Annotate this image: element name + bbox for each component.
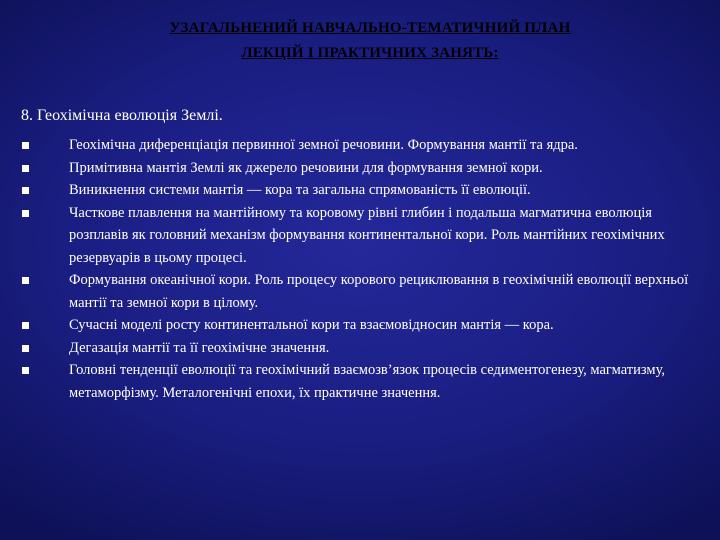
square-bullet-icon (22, 187, 29, 194)
square-bullet-icon (22, 367, 29, 374)
list-item-text: Примітивна мантія Землі як джерело речовини для формування земної кори. (69, 159, 543, 176)
slide-title-line-2: ЛЕКЦІЙ І ПРАКТИЧНИХ ЗАНЯТЬ: (241, 45, 499, 61)
list-item (21, 202, 711, 270)
section-heading: 8. Геохімічна еволюція Землі. (21, 107, 223, 124)
list-item (21, 134, 711, 157)
slide-title-line-1: УЗАГАЛЬНЕНИЙ НАВЧАЛЬНО-ТЕМАТИЧНИЙ ПЛАН (169, 20, 571, 36)
list-item (21, 269, 711, 314)
list-item-text: Дегазація мантії та її геохімічне значення. (69, 339, 330, 356)
square-bullet-icon (22, 345, 29, 352)
list-item-text: Формування океанічної кори. Роль процесу корового рециклювання в геохімічній еволюції верхньої мантії та земної кори в цілому. (69, 272, 689, 311)
topic-list (21, 134, 711, 404)
list-item-text: Сучасні моделі росту континентальної кори та взаємовідносин мантія — кора. (69, 317, 554, 333)
list-item-text: Головні тенденції еволюції та геохімічний взаємозв’язок процесів седиментогенезу, магматизму, метаморфізму. Металогенічні епохи, їх практичне значення. (69, 362, 666, 401)
square-bullet-icon (22, 210, 29, 217)
list-item (21, 157, 711, 180)
list-item-text: Геохімічна диференціація первинної земної речовини. Формування мантії та ядра. (69, 137, 578, 153)
list-item (21, 337, 711, 360)
square-bullet-icon (22, 165, 29, 172)
square-bullet-icon (22, 142, 29, 149)
list-item-text: Виникнення системи мантія — кора та загальна спрямованість її еволюції. (69, 182, 531, 198)
list-item (21, 179, 711, 202)
list-item (21, 314, 711, 337)
square-bullet-icon (22, 277, 29, 284)
list-item-text: Часткове плавлення на мантійному та коровому рівні глибин і подальша магматична еволюція розплавів як головний механізм формування континентальної кори. Роль мантійних геохімічних резервуарів в цьому процесі. (69, 204, 665, 266)
list-item (21, 359, 711, 404)
square-bullet-icon (22, 322, 29, 329)
slide-title (60, 16, 680, 66)
